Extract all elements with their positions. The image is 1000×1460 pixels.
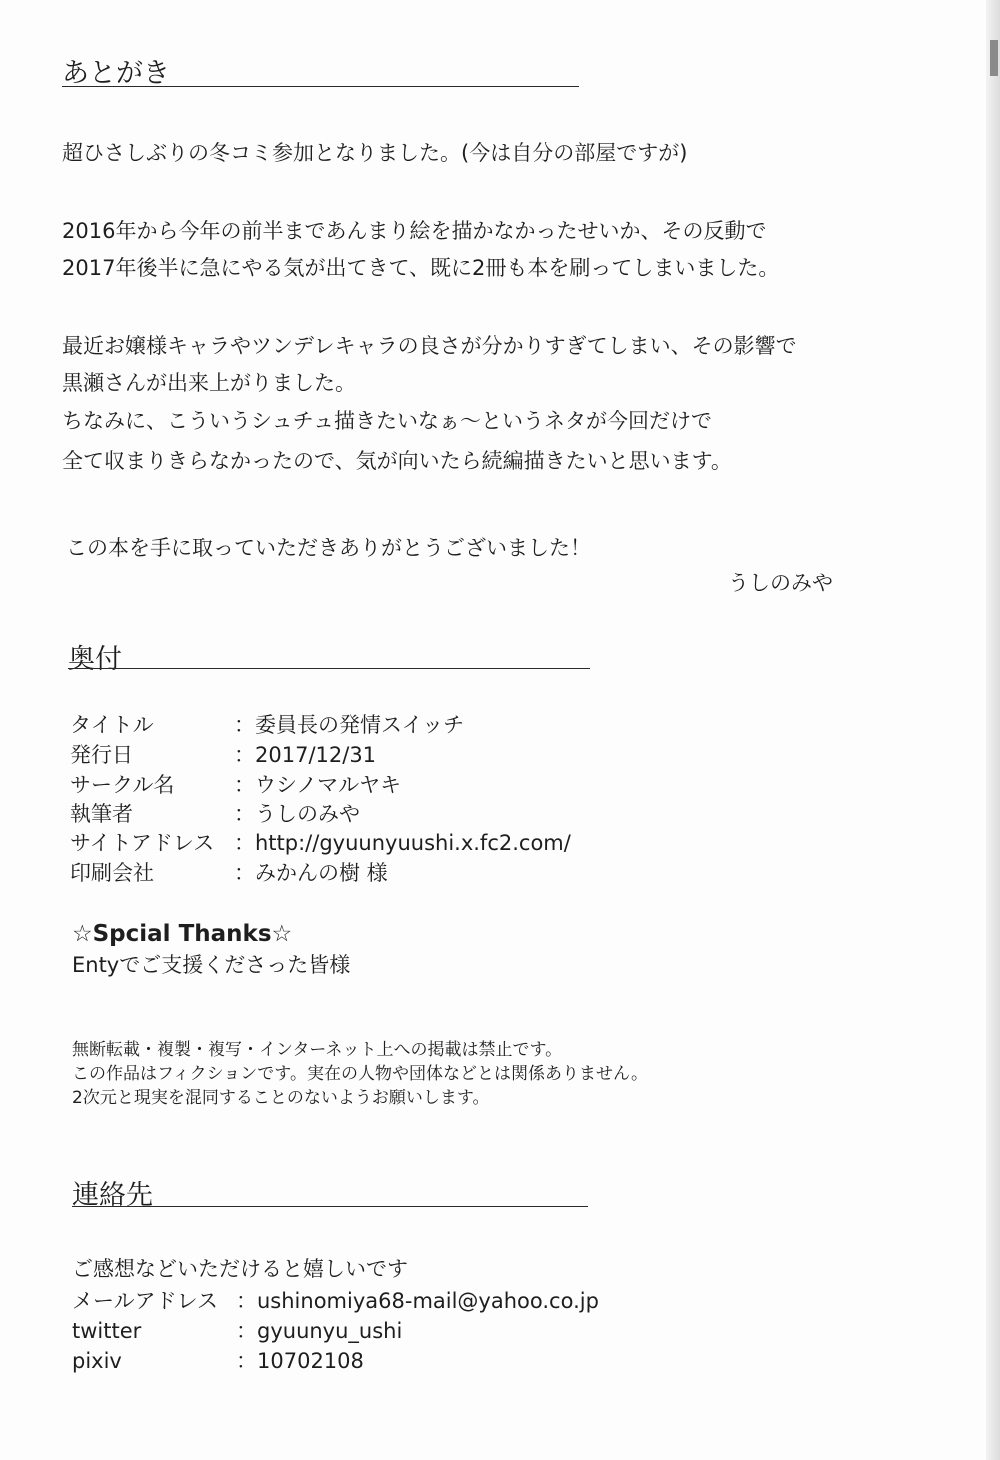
- colophon-label: サイトアドレス: [70, 831, 215, 855]
- notice-line: 無断転載・複製・複写・インターネット上への掲載は禁止です。: [72, 1040, 563, 1060]
- notice-line: この作品はフィクションです。実在の人物や団体などとは関係ありません。: [72, 1064, 648, 1084]
- colophon-row: [70, 742, 376, 768]
- contact-email[interactable]: ：ushinomiya68-mail@yahoo.co.jp: [236, 1289, 599, 1313]
- colophon-value: ：ウシノマルヤキ: [234, 773, 402, 797]
- colophon-row: [70, 772, 401, 798]
- contact-title: 連絡先: [72, 1180, 153, 1211]
- colophon-value: ：うしのみや: [234, 802, 360, 826]
- contact-label: twitter: [72, 1319, 142, 1343]
- contact-rule: [72, 1206, 588, 1207]
- afterword-paragraph: 2016年から今年の前半まであんまり絵を描かなかったせいか、その反動で: [62, 219, 767, 243]
- afterword-signature: うしのみや: [728, 571, 833, 595]
- afterword-paragraph: 黒瀬さんが出来上がりました。: [62, 371, 356, 395]
- afterword-paragraph: ちなみに、こういうシュチュ描きたいなぁ〜というネタが今回だけで: [62, 409, 712, 433]
- special-thanks-title: ☆Spcial Thanks☆: [72, 921, 293, 947]
- contact-row: [72, 1288, 599, 1314]
- afterword-rule: [62, 86, 579, 87]
- colophon-row: [70, 860, 388, 886]
- afterword-paragraph: 超ひさしぶりの冬コミ参加となりました。(今は自分の部屋ですが): [62, 141, 688, 165]
- contact-pixiv[interactable]: ：10702108: [236, 1349, 364, 1373]
- colophon-row: [70, 801, 360, 827]
- colophon-title: 奥付: [68, 644, 122, 675]
- colophon-value: ：2017/12/31: [234, 743, 377, 767]
- colophon-row: [70, 712, 464, 738]
- afterword-paragraph: 最近お嬢様キャラやツンデレキャラの良さが分かりすぎてしまい、その影響で: [62, 334, 797, 358]
- colophon-value: ：http://gyuunyuushi.x.fc2.com/: [234, 831, 571, 855]
- page-edge: [986, 0, 1000, 1460]
- afterword-paragraph: 2017年後半に急にやる気が出てきて、既に2冊も本を刷ってしまいました。: [62, 256, 780, 280]
- contact-twitter[interactable]: ：gyuunyu_ushi: [236, 1319, 403, 1343]
- colophon-value: ：みかんの樹 様: [234, 861, 388, 885]
- colophon-label: サークル名: [70, 773, 175, 797]
- contact-label: メールアドレス: [72, 1289, 218, 1313]
- colophon-label: タイトル: [70, 713, 154, 737]
- contact-intro: ご感想などいただけると嬉しいです: [72, 1257, 408, 1281]
- contact-row: [72, 1318, 402, 1344]
- colophon-label: 印刷会社: [70, 861, 154, 885]
- special-thanks-text: Entyでご支援くださった皆様: [72, 953, 351, 977]
- colophon-rule: [68, 668, 590, 669]
- notice-line: 2次元と現実を混同することのないようお願いします。: [72, 1088, 490, 1108]
- colophon-row: [70, 830, 571, 856]
- contact-row: [72, 1348, 364, 1374]
- afterword-title: あとがき: [62, 58, 170, 89]
- edge-mark: [990, 40, 998, 76]
- colophon-label: 発行日: [70, 743, 133, 767]
- contact-label: pixiv: [72, 1349, 122, 1373]
- colophon-value: ：委員長の発情スイッチ: [234, 713, 465, 737]
- colophon-label: 執筆者: [70, 802, 133, 826]
- afterword-paragraph: この本を手に取っていただきありがとうございました！: [66, 536, 591, 560]
- afterword-paragraph: 全て収まりきらなかったので、気が向いたら続編描きたいと思います。: [62, 449, 732, 473]
